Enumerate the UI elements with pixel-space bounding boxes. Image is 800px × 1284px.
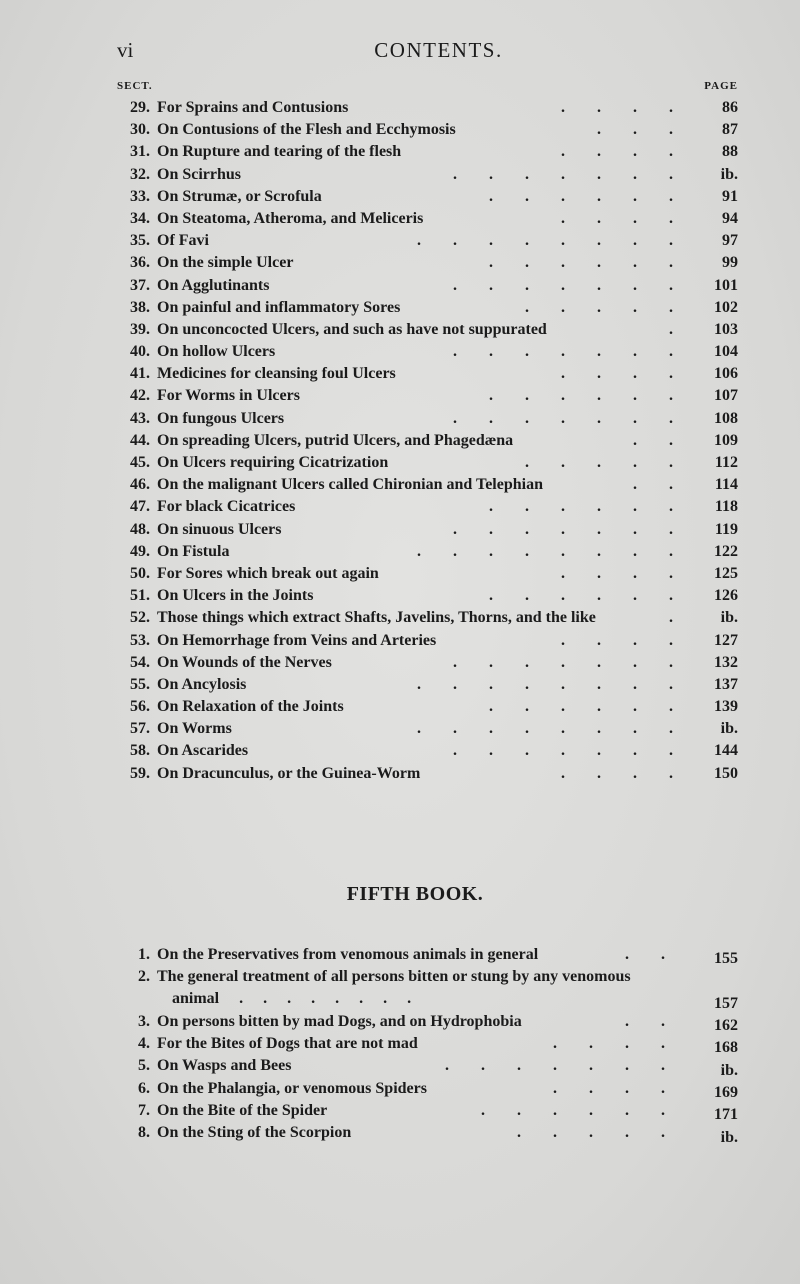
list-item (0, 297, 800, 319)
entry-title: For the Bites of Dogs that are not mad (157, 1035, 418, 1053)
section-number: 53. (130, 631, 150, 649)
entry-title-block (157, 1055, 667, 1077)
leader-dots: . . . . . (525, 454, 675, 471)
leader-dots: . . . . . . . (445, 1057, 667, 1075)
list-item (0, 1033, 800, 1055)
entry-title-block (157, 1033, 667, 1055)
entry-title: Medicines for cleansing foul Ulcers (157, 365, 396, 383)
list-item (0, 541, 800, 563)
section-number: 52. (130, 609, 150, 627)
section-number: 38. (130, 298, 150, 316)
list-item (0, 585, 800, 607)
page-ref: 157 (714, 994, 738, 1012)
entry-title: On Ancylosis (157, 675, 247, 693)
entry-title: On Hemorrhage from Veins and Arteries (157, 631, 437, 649)
list-item (0, 119, 800, 141)
page-ref: ib. (720, 1128, 738, 1146)
section-column-label: SECT. (117, 80, 153, 92)
entry-title: On Dracunculus, or the Guinea-Worm (157, 764, 421, 782)
entry-title: On Ulcers in the Joints (157, 587, 314, 605)
leader-dots: . . . . . . (489, 254, 675, 272)
page-ref: 155 (714, 950, 738, 968)
entry-title: On Relaxation of the Joints (157, 698, 344, 716)
section-number: 57. (130, 720, 150, 738)
section-number: 35. (130, 232, 150, 250)
list-item (0, 230, 800, 252)
page-ref: 91 (722, 187, 738, 205)
section-number: 43. (130, 409, 150, 427)
leader-dots: . . . . . (517, 1124, 667, 1142)
leader-dots: . (669, 609, 675, 627)
entry-title: On the Phalangia, or venomous Spiders (157, 1079, 427, 1097)
section-number: 54. (130, 653, 150, 671)
entry-title: On Rupture and tearing of the flesh (157, 143, 402, 161)
page-ref: 171 (714, 1106, 738, 1124)
page-ref: 132 (714, 653, 738, 671)
contents-list (0, 97, 800, 785)
section-number: 47. (130, 498, 150, 516)
leader-dots: . . . . (561, 99, 675, 116)
page-ref: 162 (714, 1017, 738, 1035)
list-item (0, 363, 800, 385)
list-item (0, 1078, 800, 1100)
list-item (0, 674, 800, 696)
entry-title: On Strumæ, or Scrofula (157, 187, 322, 205)
page-ref: 94 (722, 209, 738, 227)
list-item (0, 252, 800, 274)
entry-title: On unconcocted Ulcers, and such as have not suppurated (157, 320, 547, 338)
section-number: 39. (130, 320, 150, 338)
leader-dots: . . (625, 946, 667, 963)
entry-title-block (157, 966, 667, 1010)
page-ref: ib. (720, 609, 738, 627)
section-number: 3. (138, 1012, 150, 1030)
section-number: 49. (130, 542, 150, 560)
leader-dots: . . . . . . . . (417, 720, 675, 738)
leader-dots: . . . . (561, 631, 675, 649)
list-item (0, 341, 800, 363)
list-item (0, 519, 800, 541)
list-item (0, 740, 800, 762)
list-item (0, 141, 800, 163)
list-item (0, 630, 800, 652)
page-ref: 122 (714, 542, 738, 560)
list-item (0, 718, 800, 740)
leader-dots: . . . . . . . . (417, 232, 675, 250)
page-header (117, 38, 740, 68)
section-number: 34. (130, 209, 150, 227)
leader-dots: . . . . . . . (453, 742, 675, 760)
entry-title: On fungous Ulcers (157, 409, 285, 427)
page-ref: 137 (714, 675, 738, 693)
list-item (0, 275, 800, 297)
page-ref: 112 (714, 454, 738, 471)
entry-title: The general treatment of all persons bitten or stung by any venomous (157, 968, 631, 986)
page-ref: ib. (720, 720, 738, 738)
list-item (0, 944, 800, 966)
list-item (0, 1055, 800, 1077)
leader-dots: . . (633, 431, 675, 449)
list-item (0, 408, 800, 430)
page-ref: 114 (714, 476, 738, 494)
entry-title: On painful and inflammatory Sores (157, 298, 401, 316)
section-number: 29. (130, 99, 150, 116)
list-item (0, 607, 800, 629)
leader-dots: . . . . . . . (453, 653, 675, 671)
entry-title: On Fistula (157, 542, 230, 560)
page-ref: 168 (714, 1039, 738, 1057)
entry-title: On Agglutinants (157, 276, 270, 294)
entry-title: Those things which extract Shafts, Javelins, Thorns, and the like (157, 609, 596, 627)
section-number: 30. (130, 121, 150, 139)
page-ref: 86 (722, 99, 738, 116)
page-ref: 126 (714, 587, 738, 605)
entry-title: On Contusions of the Flesh and Ecchymosis (157, 121, 456, 139)
list-item (0, 563, 800, 585)
page-ref: 108 (714, 409, 738, 427)
leader-dots: . . . . . . . (453, 276, 675, 294)
entry-title: On Ascarides (157, 742, 249, 760)
page-number: vi (117, 38, 134, 62)
page-ref: 107 (714, 387, 738, 405)
entry-title: For Sprains and Contusions (157, 99, 349, 116)
page-ref: 127 (714, 631, 738, 649)
page-ref: 119 (714, 520, 738, 538)
leader-dots: . . . . . . (481, 1101, 667, 1119)
leader-dots: . . . . (561, 564, 675, 582)
entry-title: On Steatoma, Atheroma, and Meliceris (157, 209, 424, 227)
entry-title-block (157, 1078, 667, 1100)
entry-title: On sinuous Ulcers (157, 520, 282, 538)
page-ref: 97 (722, 232, 738, 250)
entry-title: On persons bitten by mad Dogs, and on Hydrophobia (157, 1012, 522, 1030)
list-item (0, 319, 800, 341)
entry-title: On spreading Ulcers, putrid Ulcers, and Phagedæna (157, 431, 514, 449)
section-number: 48. (130, 520, 150, 538)
entry-title: On Worms (157, 720, 232, 738)
entry-title: On the Sting of the Scorpion (157, 1124, 352, 1142)
leader-dots: . . . . . . (489, 387, 675, 405)
leader-dots: . . (633, 476, 675, 494)
page-title: CONTENTS. (374, 38, 503, 62)
list-item (0, 1011, 800, 1033)
page-ref: 144 (714, 742, 738, 760)
leader-dots: . . . . . . . (453, 343, 675, 361)
section-number: 59. (130, 764, 150, 782)
page-ref: ib. (720, 1061, 738, 1079)
leader-dots: . . . . . . . . (417, 542, 675, 560)
entry-title: For Sores which break out again (157, 564, 379, 582)
page-ref: ib. (720, 165, 738, 183)
section-number: 41. (130, 365, 150, 383)
list-item (0, 1122, 800, 1144)
section-number: 37. (130, 276, 150, 294)
list-item (0, 696, 800, 718)
entry-title: On the malignant Ulcers called Chironian and Telephian (157, 476, 543, 494)
entry-title: On Ulcers requiring Cicatrization (157, 454, 389, 471)
leader-dots: . . . . (553, 1079, 667, 1097)
section-number: 45. (130, 454, 150, 471)
section-number: 7. (138, 1101, 150, 1119)
leader-dots: . . (625, 1012, 667, 1030)
page-ref: 99 (722, 254, 738, 272)
entry-title: Of Favi (157, 232, 209, 250)
section-number: 31. (130, 143, 150, 161)
entry-title-block (157, 1011, 667, 1033)
section-number: 50. (130, 564, 150, 582)
page-ref: 101 (714, 276, 738, 294)
leader-dots: . . . . (561, 365, 675, 383)
entry-title: For black Cicatrices (157, 498, 296, 516)
page-ref: 109 (714, 431, 738, 449)
fifth-book-contents-list (0, 944, 800, 1145)
section-number: 36. (130, 254, 150, 272)
page-column-label: PAGE (704, 80, 738, 92)
list-item (0, 966, 800, 1011)
list-item (0, 652, 800, 674)
list-item (0, 763, 800, 785)
page-ref: 125 (714, 564, 738, 582)
section-number: 51. (130, 587, 150, 605)
section-number: 56. (130, 698, 150, 716)
page-ref: 169 (714, 1083, 738, 1101)
leader-dots: . . . . . . (489, 498, 675, 516)
page-ref: 150 (714, 764, 738, 782)
section-number: 8. (138, 1124, 150, 1142)
entry-title-continuation: animal . . . . . . . . (172, 990, 412, 1008)
list-item (0, 1100, 800, 1122)
entry-title: On the simple Ulcer (157, 254, 294, 272)
section-number: 33. (130, 187, 150, 205)
entry-title-block (157, 1100, 667, 1122)
leader-dots: . . . . . . (489, 187, 675, 205)
leader-dots: . . . . (561, 209, 675, 227)
leader-dots: . . . (597, 121, 675, 139)
leader-dots: . . . . . . . (453, 165, 675, 183)
entry-title: On Wasps and Bees (157, 1057, 292, 1075)
list-item (0, 430, 800, 452)
list-item (0, 385, 800, 407)
leader-dots: . . . . (553, 1035, 667, 1053)
leader-dots: . . . . . . (489, 587, 675, 605)
section-number: 32. (130, 165, 150, 183)
leader-dots: . . . . . (525, 298, 675, 316)
section-number: 58. (130, 742, 150, 760)
section-number: 6. (138, 1079, 150, 1097)
section-number: 40. (130, 343, 150, 361)
section-number: 5. (138, 1057, 150, 1075)
list-item (0, 164, 800, 186)
entry-title: On Wounds of the Nerves (157, 653, 332, 671)
leader-dots: . . . . . . (489, 698, 675, 716)
entry-title: On hollow Ulcers (157, 343, 276, 361)
column-headers (117, 80, 738, 94)
entry-title-block (157, 1122, 667, 1144)
page-ref: 103 (714, 320, 738, 338)
entry-title: On Scirrhus (157, 165, 242, 183)
entry-title: For Worms in Ulcers (157, 387, 300, 405)
section-number: 1. (138, 946, 150, 963)
list-item (0, 496, 800, 518)
list-item (0, 474, 800, 496)
entry-title: On the Preservatives from venomous animals in general (157, 946, 539, 963)
section-number: 55. (130, 675, 150, 693)
list-item (0, 186, 800, 208)
list-item (0, 452, 800, 474)
section-number: 46. (130, 476, 150, 494)
book-heading: FIFTH BOOK. (346, 883, 484, 905)
page-ref: 87 (722, 121, 738, 139)
page-ref: 102 (714, 298, 738, 316)
page-ref: 88 (722, 143, 738, 161)
leader-dots: . . . . . . . . (417, 675, 675, 693)
section-number: 44. (130, 431, 150, 449)
entry-title: On the Bite of the Spider (157, 1101, 328, 1119)
page-ref: 118 (714, 498, 738, 516)
section-number: 2. (138, 968, 150, 986)
leader-dots: . . . . . . . (453, 409, 675, 427)
page-ref: 104 (714, 343, 738, 361)
list-item (0, 97, 800, 119)
list-item (0, 208, 800, 230)
leader-dots: . (669, 320, 675, 338)
leader-dots: . . . . . . . (453, 520, 675, 538)
entry-title-block (157, 944, 667, 966)
leader-dots: . . . . (561, 143, 675, 161)
section-number: 42. (130, 387, 150, 405)
page-ref: 139 (714, 698, 738, 716)
leader-dots: . . . . (561, 764, 675, 782)
section-number: 4. (138, 1035, 150, 1053)
page-ref: 106 (714, 365, 738, 383)
